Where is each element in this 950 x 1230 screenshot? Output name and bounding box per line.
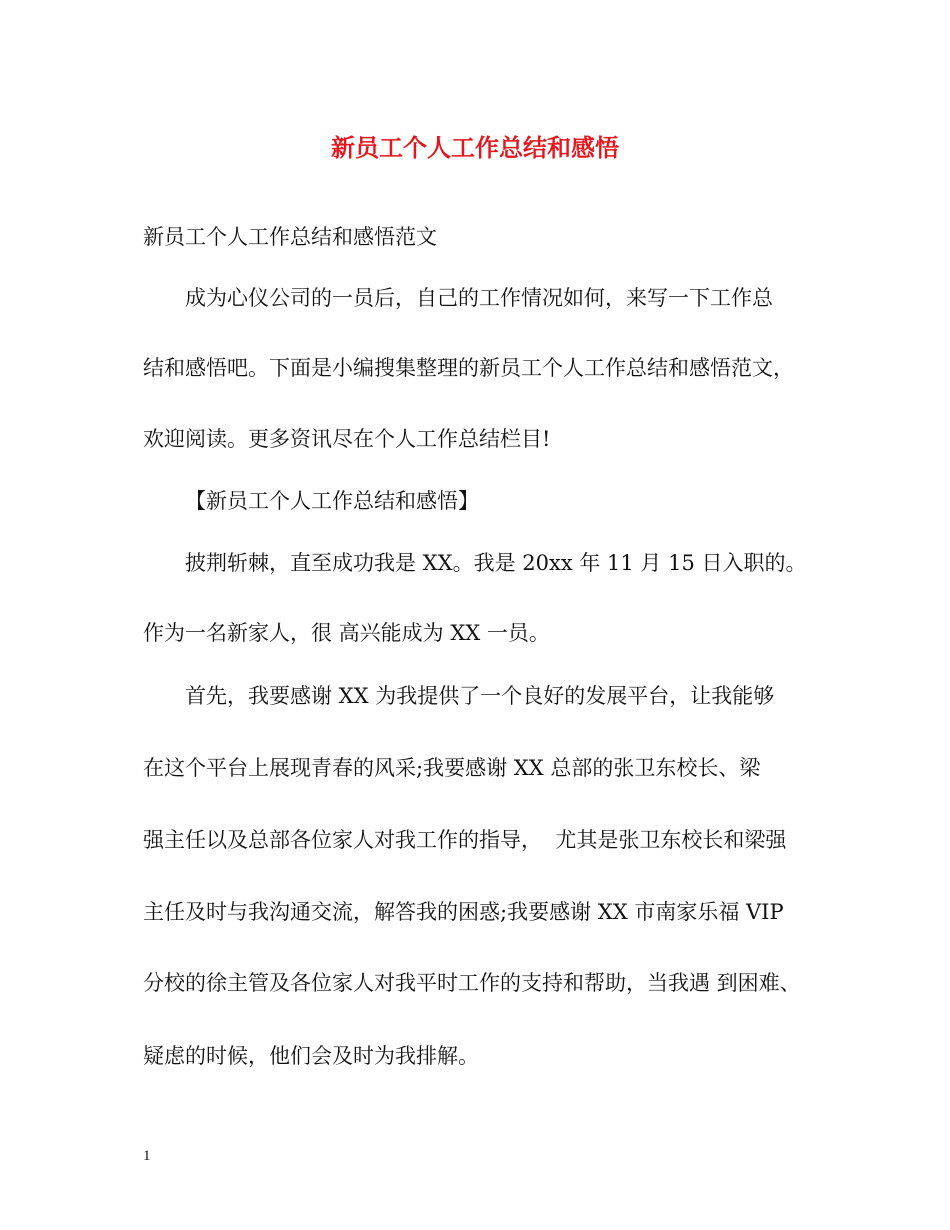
paragraph-line: 分校的徐主管及各位家人对我平时工作的支持和帮助，当我遇 到困难、 (143, 971, 801, 995)
paragraph-line: 首先，我要感谢 XX 为我提供了一个良好的发展平台，让我能够 (185, 684, 775, 708)
section-heading: 【新员工个人工作总结和感悟】 (185, 489, 479, 513)
document-subtitle: 新员工个人工作总结和感悟范文 (143, 225, 437, 249)
paragraph-line: 主任及时与我沟通交流，解答我的困惑;我要感谢 XX 市南家乐福 VIP (143, 900, 784, 924)
paragraph-line: 疑虑的时候，他们会及时为我排解。 (143, 1044, 479, 1068)
paragraph-line: 欢迎阅读。更多资讯尽在个人工作总结栏目! (143, 427, 551, 451)
paragraph-line: 作为一名新家人，很 高兴能成为 XX 一员。 (143, 621, 550, 645)
paragraph-line: 在这个平台上展现青春的风采;我要感谢 XX 总部的张卫东校长、梁 (143, 756, 761, 780)
paragraph-line: 结和感悟吧。下面是小编搜集整理的新员工个人工作总结和感悟范文， (143, 356, 794, 380)
document-title: 新员工个人工作总结和感悟 (331, 133, 619, 162)
page-number: 1 (143, 1148, 151, 1164)
paragraph-line: 披荆斩棘，直至成功我是 XX。我是 20xx 年 11 月 15 日入职的。 (185, 551, 807, 575)
paragraph-line: 强主任以及总部各位家人对我工作的指导， 尤其是张卫东校长和梁强 (143, 828, 787, 852)
paragraph-line: 成为心仪公司的一员后，自己的工作情况如何，来写一下工作总 (185, 286, 773, 310)
